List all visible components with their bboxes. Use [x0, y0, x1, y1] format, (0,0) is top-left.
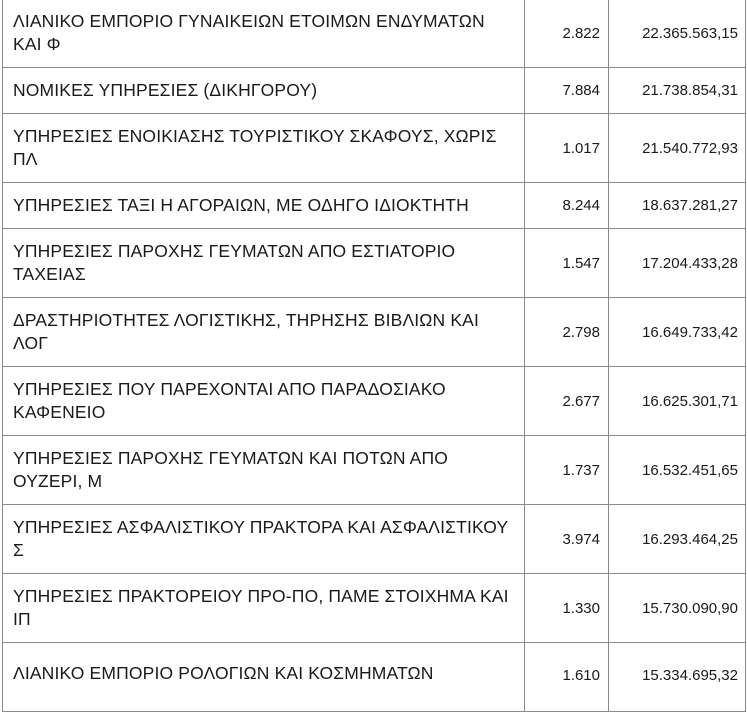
activity-description: ΥΠΗΡΕΣΙΕΣ ΤΑΞΙ Η ΑΓΟΡΑΙΩΝ, ΜΕ ΟΔΗΓΟ ΙΔΙΟΚΤΗΤΗ — [3, 183, 525, 229]
table-row — [3, 0, 746, 68]
revenue-amount: 22.365.563,15 — [609, 0, 746, 68]
activity-table-container — [2, 0, 745, 712]
business-count: 1.737 — [525, 436, 609, 505]
business-count: 1.547 — [525, 229, 609, 298]
revenue-amount: 16.649.733,42 — [609, 298, 746, 367]
business-count: 1.610 — [525, 643, 609, 712]
activity-revenue-table — [2, 0, 746, 712]
business-count: 2.798 — [525, 298, 609, 367]
table-row — [3, 505, 746, 574]
business-count: 3.974 — [525, 505, 609, 574]
table-row — [3, 643, 746, 712]
table-row — [3, 68, 746, 114]
activity-description: ΥΠΗΡΕΣΙΕΣ ΠΟΥ ΠΑΡΕΧΟΝΤΑΙ ΑΠΟ ΠΑΡΑΔΟΣΙΑΚΟ ΚΑΦΕΝΕΙΟ — [3, 367, 525, 436]
revenue-amount: 17.204.433,28 — [609, 229, 746, 298]
revenue-amount: 21.540.772,93 — [609, 114, 746, 183]
business-count: 1.017 — [525, 114, 609, 183]
table-row — [3, 229, 746, 298]
activity-description: ΝΟΜΙΚΕΣ ΥΠΗΡΕΣΙΕΣ (ΔΙΚΗΓΟΡΟΥ) — [3, 68, 525, 114]
revenue-amount: 18.637.281,27 — [609, 183, 746, 229]
revenue-amount: 21.738.854,31 — [609, 68, 746, 114]
business-count: 8.244 — [525, 183, 609, 229]
table-row — [3, 298, 746, 367]
business-count: 1.330 — [525, 574, 609, 643]
table-row — [3, 436, 746, 505]
activity-description: ΥΠΗΡΕΣΙΕΣ ΠΑΡΟΧΗΣ ΓΕΥΜΑΤΩΝ ΚΑΙ ΠΟΤΩΝ ΑΠΟ ΟΥΖΕΡΙ, Μ — [3, 436, 525, 505]
revenue-amount: 16.532.451,65 — [609, 436, 746, 505]
table-row — [3, 114, 746, 183]
activity-description: ΥΠΗΡΕΣΙΕΣ ΠΑΡΟΧΗΣ ΓΕΥΜΑΤΩΝ ΑΠΟ ΕΣΤΙΑΤΟΡΙΟ ΤΑΧΕΙΑΣ — [3, 229, 525, 298]
table-row — [3, 367, 746, 436]
activity-description: ΥΠΗΡΕΣΙΕΣ ΠΡΑΚΤΟΡΕΙΟΥ ΠΡΟ-ΠΟ, ΠΑΜΕ ΣΤΟΙΧΗΜΑ ΚΑΙ ΙΠ — [3, 574, 525, 643]
revenue-amount: 16.625.301,71 — [609, 367, 746, 436]
activity-description: ΔΡΑΣΤΗΡΙΟΤΗΤΕΣ ΛΟΓΙΣΤΙΚΗΣ, ΤΗΡΗΣΗΣ ΒΙΒΛΙΩΝ ΚΑΙ ΛΟΓ — [3, 298, 525, 367]
activity-description: ΛΙΑΝΙΚΟ ΕΜΠΟΡΙΟ ΡΟΛΟΓΙΩΝ ΚΑΙ ΚΟΣΜΗΜΑΤΩΝ — [3, 643, 525, 712]
activity-description: ΥΠΗΡΕΣΙΕΣ ΑΣΦΑΛΙΣΤΙΚΟΥ ΠΡΑΚΤΟΡΑ ΚΑΙ ΑΣΦΑΛΙΣΤΙΚΟΥ Σ — [3, 505, 525, 574]
business-count: 2.822 — [525, 0, 609, 68]
revenue-amount: 15.730.090,90 — [609, 574, 746, 643]
revenue-amount: 16.293.464,25 — [609, 505, 746, 574]
activity-description: ΥΠΗΡΕΣΙΕΣ ΕΝΟΙΚΙΑΣΗΣ ΤΟΥΡΙΣΤΙΚΟΥ ΣΚΑΦΟΥΣ, ΧΩΡΙΣ ΠΛ — [3, 114, 525, 183]
business-count: 7.884 — [525, 68, 609, 114]
table-row — [3, 183, 746, 229]
activity-description: ΛΙΑΝΙΚΟ ΕΜΠΟΡΙΟ ΓΥΝΑΙΚΕΙΩΝ ΕΤΟΙΜΩΝ ΕΝΔΥΜΑΤΩΝ ΚΑΙ Φ — [3, 0, 525, 68]
revenue-amount: 15.334.695,32 — [609, 643, 746, 712]
business-count: 2.677 — [525, 367, 609, 436]
table-row — [3, 574, 746, 643]
